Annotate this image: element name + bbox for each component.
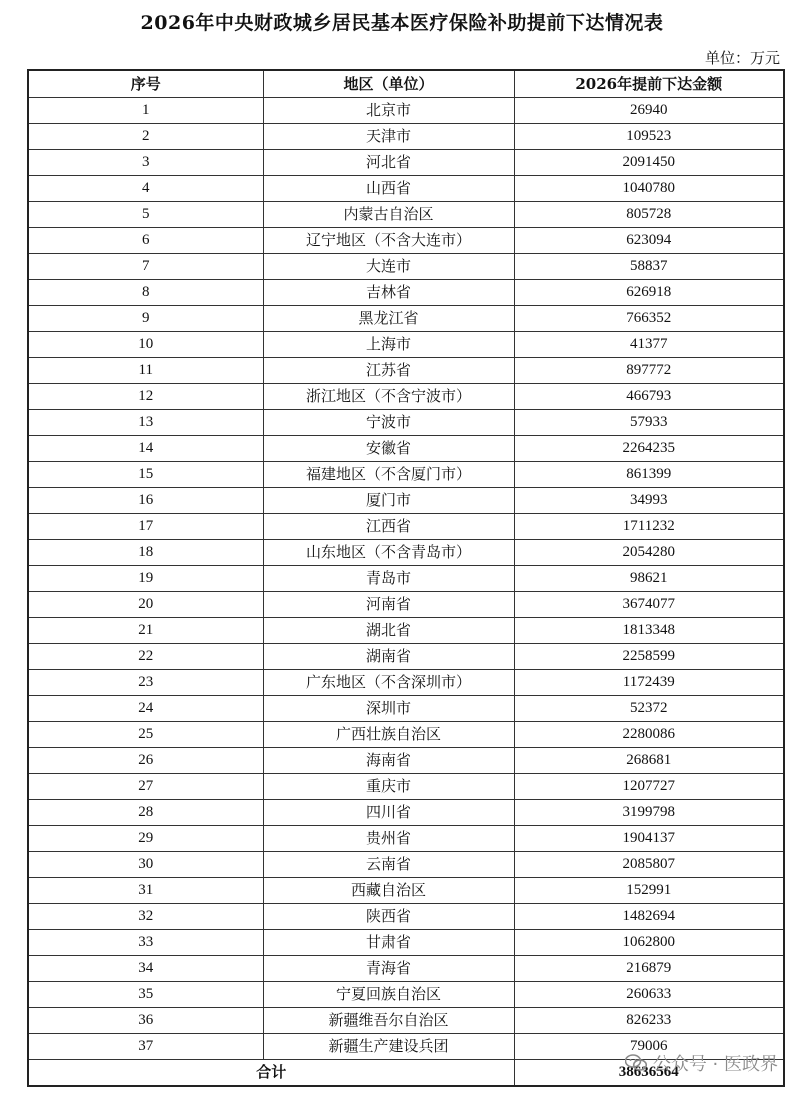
row-index: 16: [28, 488, 263, 514]
page-title: 2026年中央财政城乡居民基本医疗保险补助提前下达情况表: [140, 12, 664, 34]
row-region: 西藏自治区: [263, 878, 514, 904]
row-index: 12: [28, 384, 263, 410]
table-row: [28, 1034, 784, 1060]
table-row: [28, 878, 784, 904]
row-region: 安徽省: [263, 436, 514, 462]
table-row: [28, 904, 784, 930]
row-index: 11: [28, 358, 263, 384]
row-amount: 2258599: [514, 644, 784, 670]
table-row: [28, 488, 784, 514]
table-row: [28, 592, 784, 618]
row-region: 山东地区（不含青岛市）: [263, 540, 514, 566]
row-index: 17: [28, 514, 263, 540]
row-region: 贵州省: [263, 826, 514, 852]
row-index: 15: [28, 462, 263, 488]
row-index: 14: [28, 436, 263, 462]
row-index: 5: [28, 202, 263, 228]
table-row: [28, 826, 784, 852]
table-row: [28, 332, 784, 358]
row-region: 重庆市: [263, 774, 514, 800]
table-row: [28, 982, 784, 1008]
row-region: 大连市: [263, 254, 514, 280]
table-row: [28, 514, 784, 540]
row-amount: 57933: [514, 410, 784, 436]
row-index: 8: [28, 280, 263, 306]
row-amount: 3199798: [514, 800, 784, 826]
row-region: 广东地区（不含深圳市）: [263, 670, 514, 696]
table-row: [28, 462, 784, 488]
row-region: 天津市: [263, 124, 514, 150]
row-amount: 2054280: [514, 540, 784, 566]
total-row: [28, 1060, 784, 1087]
row-index: 7: [28, 254, 263, 280]
row-amount: 623094: [514, 228, 784, 254]
watermark-text: 公众号 · 医政界: [652, 1054, 778, 1075]
row-index: 6: [28, 228, 263, 254]
row-amount: 260633: [514, 982, 784, 1008]
row-amount: 897772: [514, 358, 784, 384]
row-region: 吉林省: [263, 280, 514, 306]
table-row: [28, 306, 784, 332]
table-row: [28, 150, 784, 176]
row-amount: 58837: [514, 254, 784, 280]
table-row: [28, 956, 784, 982]
table-header-row: [28, 70, 784, 98]
row-amount: 826233: [514, 1008, 784, 1034]
row-index: 21: [28, 618, 263, 644]
row-region: 四川省: [263, 800, 514, 826]
row-region: 云南省: [263, 852, 514, 878]
row-region: 北京市: [263, 98, 514, 124]
unit-label: 单位：万元: [704, 49, 780, 67]
row-index: 1: [28, 98, 263, 124]
row-region: 新疆生产建设兵团: [263, 1034, 514, 1060]
header-amount: 2026年提前下达金额: [514, 70, 784, 98]
row-amount: 2264235: [514, 436, 784, 462]
row-amount: 34993: [514, 488, 784, 514]
row-amount: 2280086: [514, 722, 784, 748]
row-index: 29: [28, 826, 263, 852]
row-amount: 1062800: [514, 930, 784, 956]
row-region: 上海市: [263, 332, 514, 358]
row-index: 26: [28, 748, 263, 774]
table-row: [28, 540, 784, 566]
row-index: 22: [28, 644, 263, 670]
row-amount: 1207727: [514, 774, 784, 800]
row-region: 福建地区（不含厦门市）: [263, 462, 514, 488]
row-amount: 1172439: [514, 670, 784, 696]
row-amount: 109523: [514, 124, 784, 150]
row-region: 广西壮族自治区: [263, 722, 514, 748]
row-index: 32: [28, 904, 263, 930]
row-amount: 466793: [514, 384, 784, 410]
row-index: 34: [28, 956, 263, 982]
row-amount: 98621: [514, 566, 784, 592]
row-region: 宁波市: [263, 410, 514, 436]
row-index: 3: [28, 150, 263, 176]
row-region: 河北省: [263, 150, 514, 176]
row-region: 湖北省: [263, 618, 514, 644]
row-amount: 766352: [514, 306, 784, 332]
row-amount: 52372: [514, 696, 784, 722]
row-index: 25: [28, 722, 263, 748]
row-index: 18: [28, 540, 263, 566]
row-amount: 79006: [514, 1034, 784, 1060]
table-row: [28, 670, 784, 696]
row-index: 20: [28, 592, 263, 618]
row-region: 新疆维吾尔自治区: [263, 1008, 514, 1034]
row-amount: 1813348: [514, 618, 784, 644]
row-amount: 3674077: [514, 592, 784, 618]
row-index: 13: [28, 410, 263, 436]
table-row: [28, 384, 784, 410]
table-row: [28, 930, 784, 956]
row-region: 青海省: [263, 956, 514, 982]
table-row: [28, 124, 784, 150]
total-label: 合计: [28, 1060, 514, 1087]
row-region: 陕西省: [263, 904, 514, 930]
total-amount: 38636564: [514, 1060, 784, 1087]
table-row: [28, 436, 784, 462]
row-index: 36: [28, 1008, 263, 1034]
row-index: 2: [28, 124, 263, 150]
row-region: 内蒙古自治区: [263, 202, 514, 228]
row-amount: 152991: [514, 878, 784, 904]
header-region: 地区（单位）: [263, 70, 514, 98]
row-region: 海南省: [263, 748, 514, 774]
table-row: [28, 566, 784, 592]
table-row: [28, 176, 784, 202]
row-index: 28: [28, 800, 263, 826]
row-index: 23: [28, 670, 263, 696]
row-region: 深圳市: [263, 696, 514, 722]
row-amount: 1711232: [514, 514, 784, 540]
row-amount: 41377: [514, 332, 784, 358]
row-amount: 626918: [514, 280, 784, 306]
row-region: 青岛市: [263, 566, 514, 592]
row-index: 33: [28, 930, 263, 956]
row-region: 宁夏回族自治区: [263, 982, 514, 1008]
table-row: [28, 696, 784, 722]
row-region: 甘肃省: [263, 930, 514, 956]
table-row: [28, 852, 784, 878]
row-amount: 805728: [514, 202, 784, 228]
row-amount: 1040780: [514, 176, 784, 202]
table-row: [28, 98, 784, 124]
row-amount: 2085807: [514, 852, 784, 878]
table-row: [28, 228, 784, 254]
row-amount: 216879: [514, 956, 784, 982]
row-amount: 268681: [514, 748, 784, 774]
row-region: 山西省: [263, 176, 514, 202]
table-row: [28, 202, 784, 228]
row-index: 35: [28, 982, 263, 1008]
row-region: 黑龙江省: [263, 306, 514, 332]
table-row: [28, 618, 784, 644]
row-region: 厦门市: [263, 488, 514, 514]
table-body: [28, 98, 784, 1060]
table-row: [28, 254, 784, 280]
row-amount: 1482694: [514, 904, 784, 930]
row-amount: 1904137: [514, 826, 784, 852]
row-index: 30: [28, 852, 263, 878]
row-region: 江苏省: [263, 358, 514, 384]
row-region: 辽宁地区（不含大连市）: [263, 228, 514, 254]
row-index: 10: [28, 332, 263, 358]
table-row: [28, 280, 784, 306]
row-region: 江西省: [263, 514, 514, 540]
row-index: 19: [28, 566, 263, 592]
row-region: 河南省: [263, 592, 514, 618]
row-index: 37: [28, 1034, 263, 1060]
row-amount: 2091450: [514, 150, 784, 176]
row-index: 9: [28, 306, 263, 332]
table-row: [28, 358, 784, 384]
table-row: [28, 410, 784, 436]
row-amount: 861399: [514, 462, 784, 488]
table-row: [28, 1008, 784, 1034]
header-index: 序号: [28, 70, 263, 98]
row-region: 浙江地区（不含宁波市）: [263, 384, 514, 410]
table-row: [28, 644, 784, 670]
row-index: 31: [28, 878, 263, 904]
table-row: [28, 800, 784, 826]
row-region: 湖南省: [263, 644, 514, 670]
table-row: [28, 722, 784, 748]
row-index: 24: [28, 696, 263, 722]
row-amount: 26940: [514, 98, 784, 124]
table-row: [28, 748, 784, 774]
allocation-table: [27, 69, 785, 1087]
row-index: 4: [28, 176, 263, 202]
row-index: 27: [28, 774, 263, 800]
table-row: [28, 774, 784, 800]
